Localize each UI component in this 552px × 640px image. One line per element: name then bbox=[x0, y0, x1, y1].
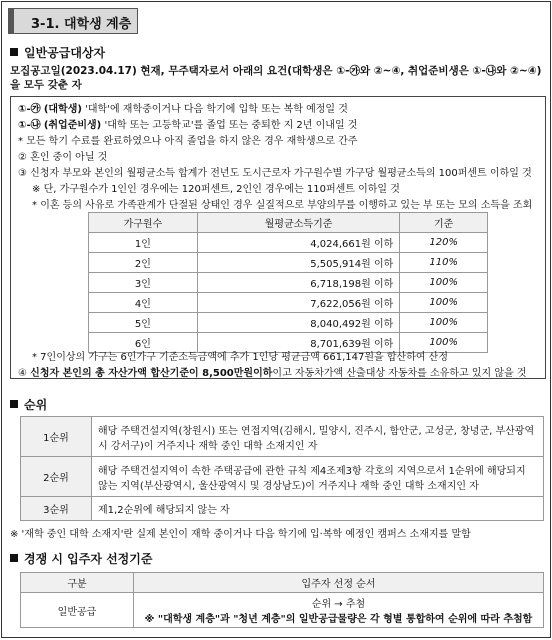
rank-desc: 해당 주택건설지역이 속한 주택공급에 관한 규칙 제4조제3항 각호의 지역으로서 1순위에 해당되지 않는 지역(부산광역시, 울산광역시 및 경상남도)이 거주지나 재학 중인 대학 소재지인 자 bbox=[92, 457, 544, 497]
table-row bbox=[21, 593, 544, 628]
selection-category: 일반공급 bbox=[21, 593, 134, 628]
eligibility-lead: 모집공고일(2023.04.17) 현재, 무주택자로서 아래의 요건(대학생은 ①-㉮와 ②~④, 취업준비생은 ①-㉯와 ②~④)을 모두 갖춘 자 bbox=[10, 65, 542, 91]
req-item-3-divorce: * 이혼 등의 사유로 가족관계가 단절된 상태인 경우 실질적으로 부양의무를 이행하고 있는 부 또는 모의 소득을 조회 bbox=[32, 200, 533, 211]
req-item-2: ② 혼인 중이 아닐 것 bbox=[18, 152, 108, 163]
selection-order-note: ※ "대학생 계층"과 "청년 계층"의 일반공급물량은 각 형별 통합하여 순위에 따라 추첨함 bbox=[144, 614, 533, 625]
table-row bbox=[21, 497, 544, 521]
selection-table bbox=[20, 572, 544, 628]
square-bullet-icon bbox=[10, 554, 18, 562]
table-row: 3인 6,718,198원 이하 100% bbox=[89, 273, 488, 293]
header-income: 월평균소득기준 bbox=[197, 213, 399, 233]
section-title: 3-1. 대학생 계층 bbox=[31, 17, 132, 32]
table-row: 5인 8,040,492원 이하 100% bbox=[89, 313, 488, 333]
header-category: 구분 bbox=[21, 573, 134, 593]
rank-label: 3순위 bbox=[21, 497, 92, 521]
selection-order-cell bbox=[134, 593, 544, 628]
title-accent-bar bbox=[9, 9, 14, 33]
square-bullet-icon bbox=[10, 400, 18, 408]
selection-order: 순위 → 추첨 bbox=[311, 599, 366, 610]
table-row bbox=[21, 417, 544, 457]
rank-desc: 제1,2순위에 해당되지 않는 자 bbox=[92, 497, 544, 521]
rank-heading: 순위 bbox=[10, 396, 47, 413]
req-item-3-note: ※ 단, 가구원수가 1인인 경우에는 120퍼센트, 2인인 경우에는 110퍼센트 이하일 것 bbox=[32, 184, 400, 195]
campus-note: ※ '재학 중인 대학 소재지'란 실제 본인이 재학 중이거나 다음 학기에 입·복학 예정인 캠퍼스 소재지를 말함 bbox=[10, 529, 471, 540]
req-item-3: ③ 신청자 부모와 본인의 월평균소득 합계가 전년도 도시근로자 가구원수별 가구당 월평균소득의 100퍼센트 이하일 것 bbox=[18, 168, 532, 179]
req-item-1b: ①-㉯ (취업준비생) '대학 또는 고등학교'를 졸업 또는 중퇴한 지 2년 이내일 것 bbox=[18, 120, 358, 131]
income-table-header bbox=[89, 213, 488, 233]
header-ratio: 기준 bbox=[400, 213, 488, 233]
rank-table bbox=[20, 416, 544, 521]
table-row: 4인 7,622,056원 이하 100% bbox=[89, 293, 488, 313]
selection-table-header bbox=[21, 573, 544, 593]
rank-label: 2순위 bbox=[21, 457, 92, 497]
req-note-1: * 모든 학기 수료를 완료하였으나 아직 졸업을 하지 않은 경우 재학생으로 간주 bbox=[18, 136, 358, 147]
header-household: 가구원수 bbox=[89, 213, 198, 233]
income-table bbox=[88, 212, 488, 353]
header-order: 입주자 선정 순서 bbox=[134, 573, 544, 593]
table-row: 1인 4,024,661원 이하 120% bbox=[89, 233, 488, 253]
rank-label: 1순위 bbox=[21, 417, 92, 457]
rank-desc: 해당 주택건설지역(창원시) 또는 연접지역(김해시, 밀양시, 진주시, 함안군, 고성군, 창녕군, 부산광역시 강서구)이 거주지나 재학 중인 대학 소재지인 자 bbox=[92, 417, 544, 457]
table-row bbox=[21, 457, 544, 497]
section-title-box bbox=[8, 8, 138, 34]
selection-heading: 경쟁 시 입주자 선정기준 bbox=[10, 550, 152, 567]
eligibility-heading: 일반공급대상자 bbox=[10, 44, 105, 61]
square-bullet-icon bbox=[10, 48, 18, 56]
req-item-4: ④ 신청자 본인의 총 자산가액 합산기준이 8,500만원이하이고 자동차가액 산출대상 자동차를 소유하고 있지 않을 것 bbox=[18, 368, 527, 379]
income-footnote: * 7인이상의 가구는 6인가구 기준소득금액에 추가 1인당 평균금액 661,147원을 합산하여 산정 bbox=[32, 352, 449, 363]
table-row: 6인 8,701,639원 이하 100% bbox=[89, 333, 488, 353]
document-page bbox=[1, 1, 551, 638]
req-item-1a: ①-㉮ (대학생) '대학'에 재학중이거나 다음 학기에 입학 또는 복학 예정일 것 bbox=[18, 104, 348, 115]
table-row: 2인 5,505,914원 이하 110% bbox=[89, 253, 488, 273]
